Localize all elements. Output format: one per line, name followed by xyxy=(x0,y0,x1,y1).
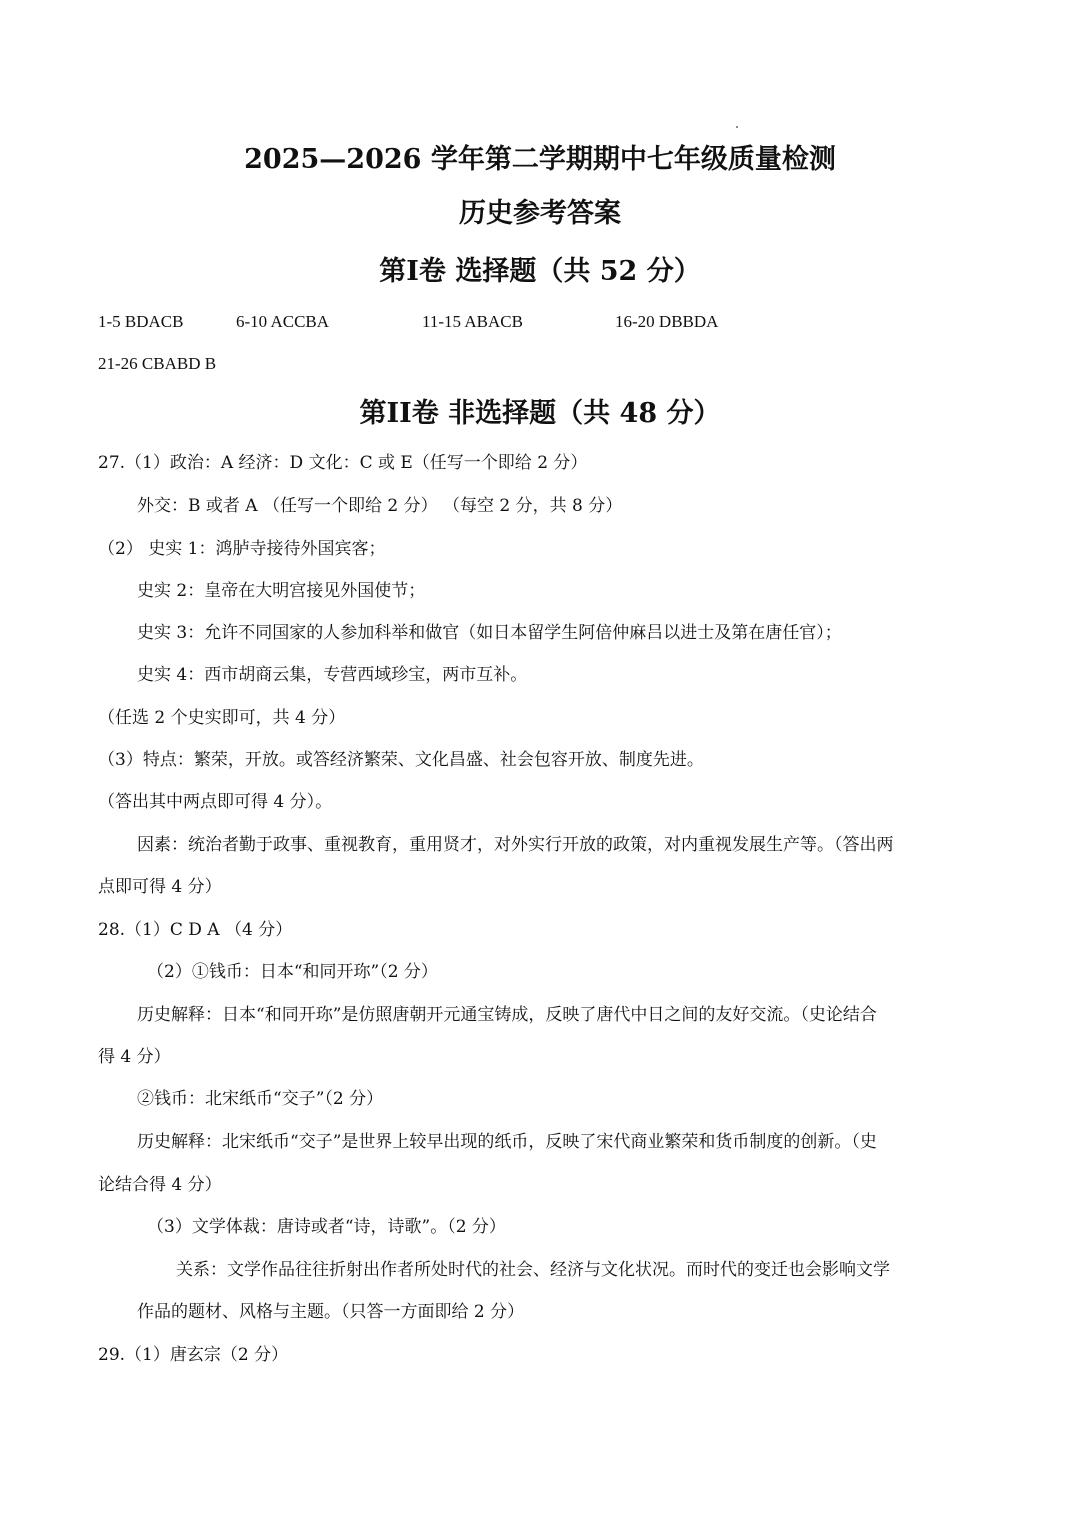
answer-line: 点即可得 4 分） xyxy=(98,877,222,897)
answer-line: 29.（1）唐玄宗（2 分） xyxy=(98,1345,289,1365)
answer-line: 历史解释：日本“和同开珎”是仿照唐朝开元通宝铸成，反映了唐代中日之间的友好交流。（史论结合 xyxy=(137,1005,877,1025)
part2-heading: 第II卷 非选择题（共 48 分） xyxy=(359,398,721,429)
part1-heading: 第I卷 选择题（共 52 分） xyxy=(379,256,701,287)
answer-line: 史实 3：允许不同国家的人参加科举和做官（如日本留学生阿倍仲麻吕以进士及第在唐任官）； xyxy=(137,623,842,643)
answer-line: 论结合得 4 分） xyxy=(98,1175,222,1195)
answer-group-4: 16-20 DBBDA xyxy=(615,312,719,331)
answer-line: （任选 2 个史实即可，共 4 分） xyxy=(98,708,346,728)
document-subtitle: 历史参考答案 xyxy=(459,198,621,229)
answer-group-5: 21-26 CBABD B xyxy=(98,354,217,373)
document-title: 2025—2026 学年第二学期期中七年级质量检测 xyxy=(244,144,836,175)
answer-line: （3）文学体裁：唐诗或者“诗，诗歌”。（2 分） xyxy=(147,1217,506,1237)
answer-line: 作品的题材、风格与主题。（只答一方面即给 2 分） xyxy=(137,1302,525,1322)
answer-line: （答出其中两点即可得 4 分）。 xyxy=(98,792,333,812)
answer-group-2: 6-10 ACCBA xyxy=(236,312,330,331)
answer-line: （2） 史实 1：鸿胪寺接待外国宾客； xyxy=(98,539,386,559)
answer-line: 因素：统治者勤于政事、重视教育，重用贤才，对外实行开放的政策，对内重视发展生产等。（答出两 xyxy=(137,835,894,855)
answer-line: 史实 4：西市胡商云集，专营西域珍宝，两市互补。 xyxy=(137,665,528,685)
answer-line: （2）①钱币：日本“和同开珎”（2 分） xyxy=(147,962,438,982)
answer-line: 28.（1）C D A （4 分） xyxy=(98,920,293,940)
answer-line: 27.（1）政治：A 经济：D 文化：C 或 E（任写一个即给 2 分） xyxy=(98,453,588,473)
answer-line: 关系：文学作品往往折射出作者所处时代的社会、经济与文化状况。而时代的变迁也会影响文学 xyxy=(176,1260,890,1280)
scan-speck xyxy=(736,126,738,128)
answer-line: ②钱币：北宋纸币“交子”（2 分） xyxy=(137,1089,384,1109)
answer-line: 历史解释：北宋纸币“交子”是世界上较早出现的纸币，反映了宋代商业繁荣和货币制度的创新。（史 xyxy=(137,1132,877,1152)
answer-line: 史实 2：皇帝在大明宫接见外国使节； xyxy=(137,581,426,601)
answer-line: （3）特点：繁荣，开放。或答经济繁荣、文化昌盛、社会包容开放、制度先进。 xyxy=(98,750,704,770)
answer-line: 得 4 分） xyxy=(98,1047,171,1067)
answer-group-1: 1-5 BDACB xyxy=(98,312,184,331)
answer-line: 外交：B 或者 A （任写一个即给 2 分） （每空 2 分，共 8 分） xyxy=(137,496,623,516)
answer-group-3: 11-15 ABACB xyxy=(422,312,523,331)
